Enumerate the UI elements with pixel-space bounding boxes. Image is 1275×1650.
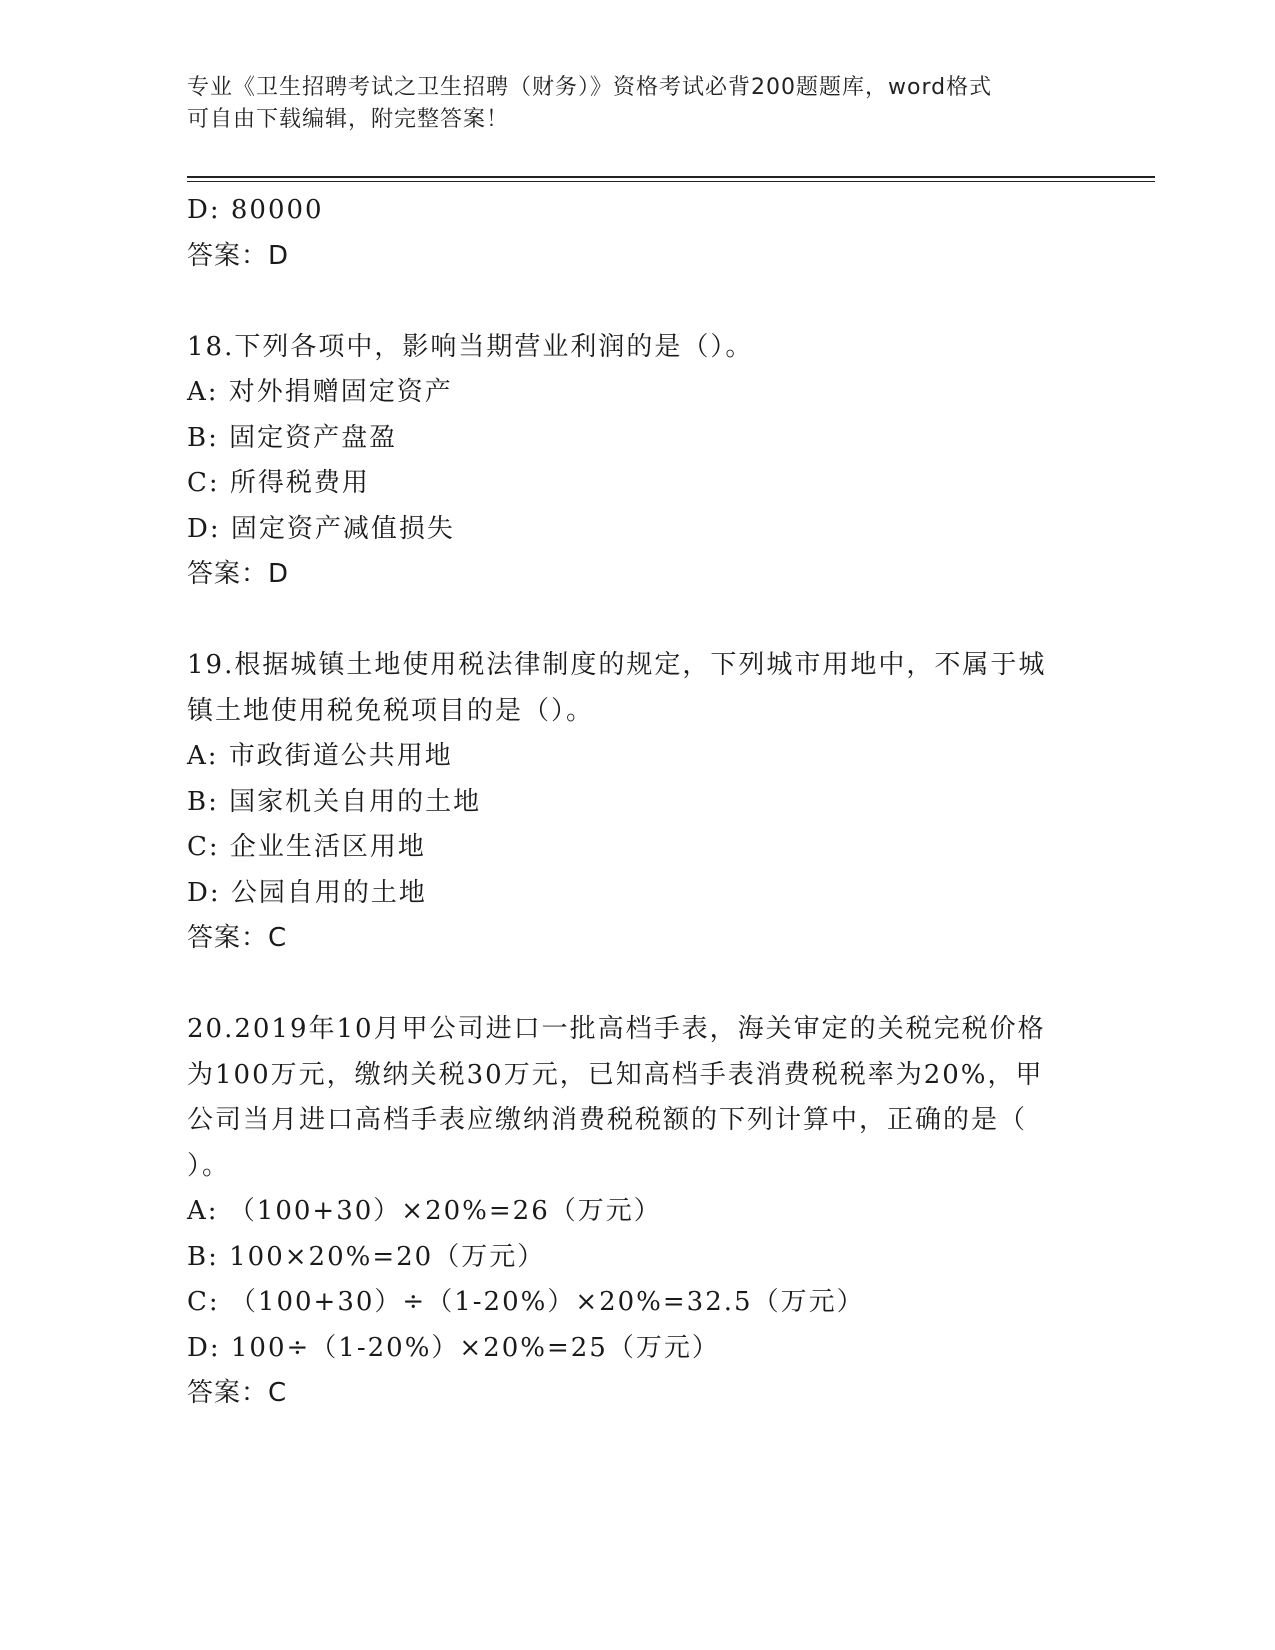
q19-option-d: D: 公园自用的土地 [187, 877, 427, 908]
q19-option-c: C: 企业生活区用地 [187, 832, 426, 862]
q18-option-b: B: 固定资产盘盈 [187, 422, 398, 453]
q20-option-b: B: 100×20%=20（万元） [187, 1241, 546, 1272]
q19-option-b: B: 国家机关自用的土地 [187, 786, 482, 817]
q19-stem-line-2: 镇土地使用税免税项目的是（）。 [187, 695, 595, 726]
document-body [187, 188, 1087, 1417]
header-line-1: 专业《卫生招聘考试之卫生招聘（财务）》资格考试必背200题题库，word格式 [187, 75, 993, 100]
question-19 [187, 643, 1087, 962]
q19-stem-line-1: 19.根据城镇土地使用税法律制度的规定，下列城市用地中，不属于城 [187, 650, 1047, 680]
spacer [187, 962, 1087, 1008]
header-rule-thick [187, 176, 1155, 178]
q20-option-c: C: （100+30）÷（1-20%）×20%=32.5（万元） [187, 1287, 865, 1317]
q18-stem: 18.下列各项中，影响当期营业利润的是（）。 [187, 331, 754, 362]
q20-stem-line-4: ）。 [187, 1150, 231, 1181]
q20-stem-line-2: 为100万元，缴纳关税30万元，已知高档手表消费税税率为20%，甲 [187, 1059, 1044, 1090]
q17-option-d: D: 80000 [187, 195, 324, 225]
question-20 [187, 1007, 1087, 1417]
spacer [187, 279, 1087, 325]
header-line-2: 可自由下载编辑，附完整答案！ [187, 107, 510, 132]
q20-option-d: D: 100÷（1-20%）×20%=25（万元） [187, 1332, 720, 1363]
q19-answer: 答案：C [187, 923, 288, 953]
q18-option-a: A: 对外捐赠固定资产 [187, 377, 453, 407]
question-17-tail [187, 188, 1087, 279]
header-rule-thin [187, 181, 1155, 182]
question-18 [187, 325, 1087, 598]
q20-stem-line-3: 公司当月进口高档手表应缴纳消费税税额的下列计算中，正确的是（ [187, 1105, 1028, 1135]
spacer [187, 598, 1087, 644]
q20-option-a: A: （100+30）×20%=26（万元） [187, 1196, 662, 1226]
q18-option-d: D: 固定资产减值损失 [187, 513, 455, 544]
q20-answer: 答案：C [187, 1378, 288, 1408]
q18-answer: 答案：D [187, 559, 290, 589]
q17-answer: 答案：D [187, 240, 290, 271]
page-header [187, 72, 1087, 136]
q20-stem-line-1: 20.2019年10月甲公司进口一批高档手表，海关审定的关税完税价格 [187, 1014, 1046, 1044]
q18-option-c: C: 所得税费用 [187, 468, 370, 498]
q19-option-a: A: 市政街道公共用地 [187, 741, 453, 771]
